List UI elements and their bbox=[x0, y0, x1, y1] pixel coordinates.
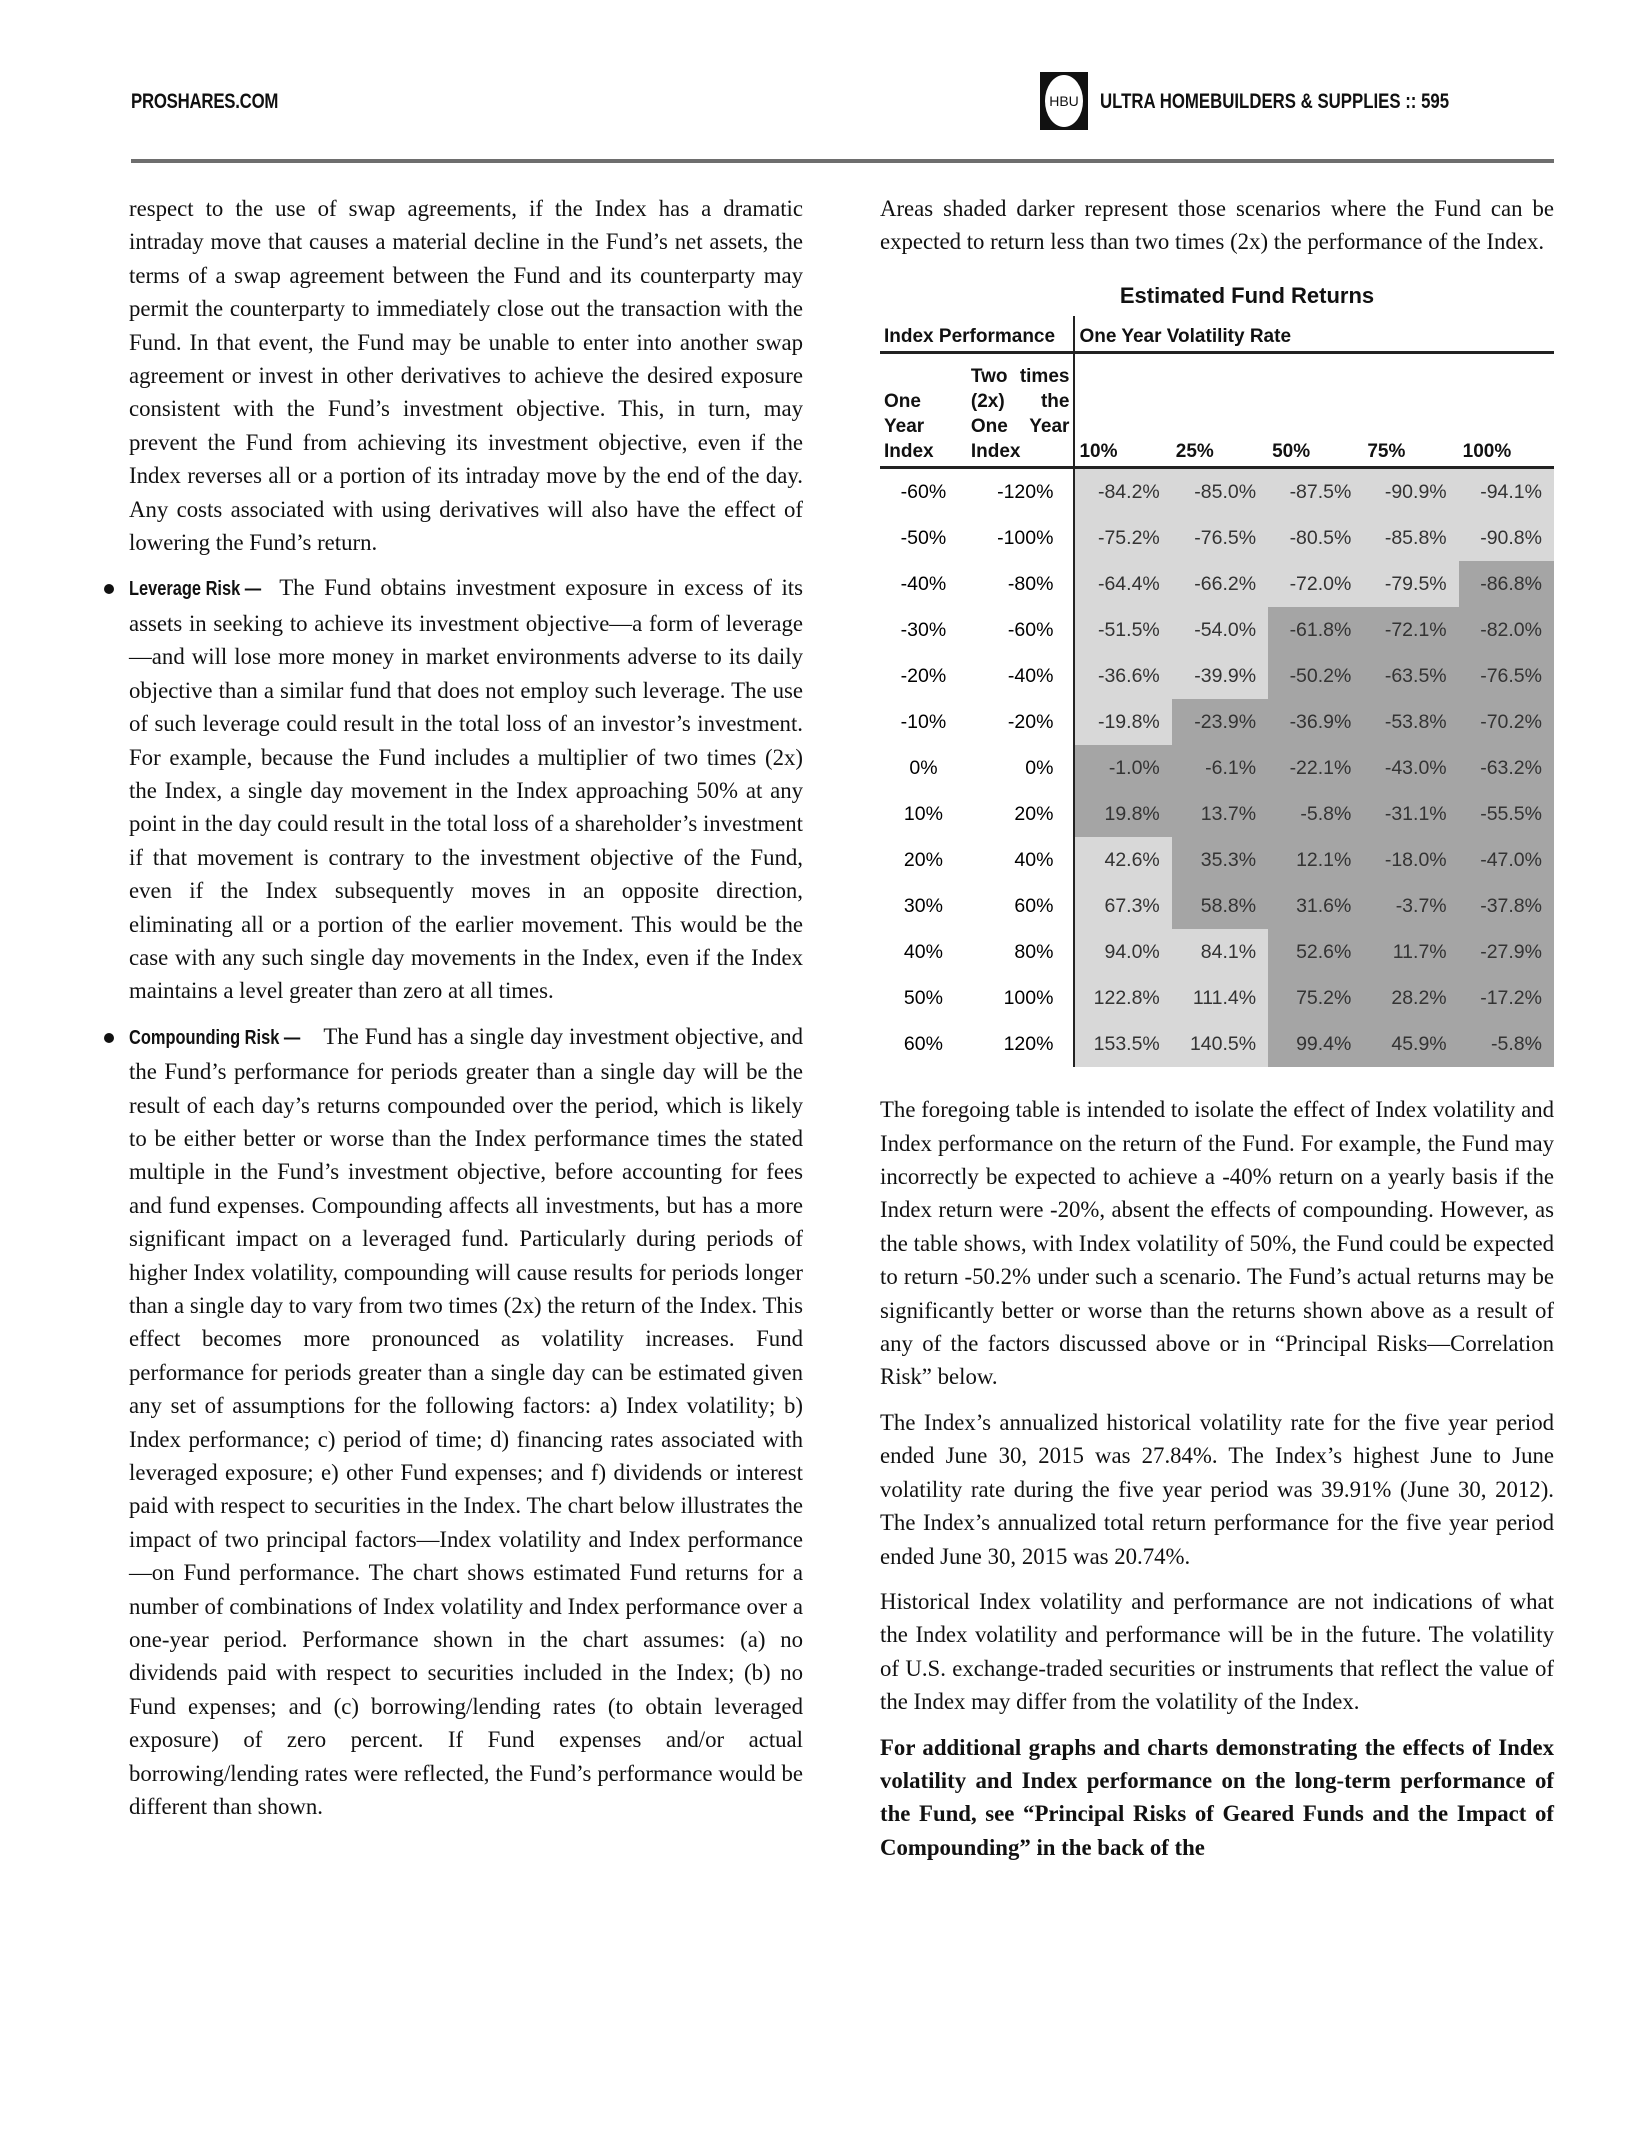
header-volatility-1: 25% bbox=[1172, 353, 1268, 468]
two-times-index-return: -40% bbox=[967, 653, 1075, 699]
index-return: 50% bbox=[903, 986, 943, 1009]
estimated-return-cell: -61.8% bbox=[1268, 607, 1363, 653]
index-return: -50% bbox=[900, 526, 947, 549]
header-two-times-index: Two times (2x) the One Year Index bbox=[967, 353, 1075, 468]
estimated-return-cell: -1.0% bbox=[1074, 745, 1171, 791]
bullet-label: Compounding Risk — bbox=[129, 1026, 301, 1049]
estimated-return-cell: -72.1% bbox=[1363, 607, 1458, 653]
estimated-return-cell: -86.8% bbox=[1459, 561, 1554, 607]
estimated-return-cell: -76.5% bbox=[1459, 653, 1554, 699]
table-title: Estimated Fund Returns bbox=[1119, 282, 1375, 308]
estimated-return-cell: -43.0% bbox=[1363, 745, 1458, 791]
two-times-index-return: 0% bbox=[967, 745, 1075, 791]
table-row bbox=[880, 975, 1554, 1021]
header-volatility-3: 75% bbox=[1363, 353, 1458, 468]
header-volatility-0: 10% bbox=[1074, 353, 1171, 468]
ticker-badge bbox=[1040, 72, 1088, 130]
estimated-return-cell: -90.8% bbox=[1459, 515, 1554, 561]
two-times-index-return: -60% bbox=[967, 607, 1075, 653]
estimated-return-cell: -94.1% bbox=[1459, 468, 1554, 516]
estimated-return-cell: -22.1% bbox=[1268, 745, 1363, 791]
table-row bbox=[880, 561, 1554, 607]
estimated-return-cell: -36.9% bbox=[1268, 699, 1363, 745]
table-row bbox=[880, 515, 1554, 561]
estimated-return-cell: -18.0% bbox=[1363, 837, 1458, 883]
estimated-return-cell: 13.7% bbox=[1172, 791, 1268, 837]
index-return: 0% bbox=[909, 756, 938, 779]
table-row bbox=[880, 1021, 1554, 1067]
estimated-return-cell: -90.9% bbox=[1363, 468, 1458, 516]
estimated-return-cell: -80.5% bbox=[1268, 515, 1363, 561]
estimated-return-cell: 111.4% bbox=[1172, 975, 1268, 1021]
estimated-return-cell: -55.5% bbox=[1459, 791, 1554, 837]
estimated-return-cell: 45.9% bbox=[1363, 1021, 1458, 1067]
estimated-return-cell: -5.8% bbox=[1268, 791, 1363, 837]
two-times-index-return: 100% bbox=[967, 975, 1075, 1021]
estimated-return-cell: -31.1% bbox=[1363, 791, 1458, 837]
paragraph: respect to the use of swap agreements, if the Index has a dramatic intraday move that causes a material decline in the Fund’s net assets, the terms of a swap agreement between the Fund and its counterparty may permit the counterparty to immediately close out the transaction with the Fund. In that event, the Fund may be unable to enter into another swap agreement or invest in other derivatives to achieve the desired exposure consistent with the Fund’s investment objective. This, in turn, may prevent the Fund from achieving its investment objective, even if the Index reverses all or a portion of its intraday move by the end of the day. Any costs associated with using derivatives will also have the effect of lowering the Fund’s return. bbox=[129, 196, 803, 556]
index-return: 30% bbox=[903, 894, 943, 917]
estimated-return-cell: -76.5% bbox=[1172, 515, 1268, 561]
index-return: 10% bbox=[903, 802, 943, 825]
ticker-badge-label: HBU bbox=[1045, 75, 1083, 127]
two-times-index-return: -100% bbox=[967, 515, 1075, 561]
two-times-index-return: 20% bbox=[967, 791, 1075, 837]
estimated-return-cell: 19.8% bbox=[1074, 791, 1171, 837]
header-volatility-2: 50% bbox=[1268, 353, 1363, 468]
index-return: -60% bbox=[900, 480, 947, 503]
bullet-icon bbox=[104, 584, 114, 594]
estimated-return-cell: 75.2% bbox=[1268, 975, 1363, 1021]
estimated-return-cell: -66.2% bbox=[1172, 561, 1268, 607]
estimated-return-cell: -63.5% bbox=[1363, 653, 1458, 699]
paragraph: Historical Index volatility and performance are not indications of what the Index volatility and performance will be in the future. The volatility of U.S. exchange-traded securities or instruments that reflect the value of the Index may differ from the volatility of the Index. bbox=[880, 1588, 1554, 1715]
estimated-return-cell: -5.8% bbox=[1459, 1021, 1554, 1067]
estimated-return-cell: -47.0% bbox=[1459, 837, 1554, 883]
estimated-return-cell: 122.8% bbox=[1074, 975, 1171, 1021]
header-one-year-index: One Year Index bbox=[880, 353, 967, 468]
table-row bbox=[880, 883, 1554, 929]
table-row bbox=[880, 745, 1554, 791]
left-column bbox=[129, 192, 803, 1824]
estimated-return-cell: 28.2% bbox=[1363, 975, 1458, 1021]
estimated-return-cell: -23.9% bbox=[1172, 699, 1268, 745]
estimated-return-cell: -79.5% bbox=[1363, 561, 1458, 607]
table-row bbox=[880, 791, 1554, 837]
estimated-return-cell: -27.9% bbox=[1459, 929, 1554, 975]
estimated-return-cell: 99.4% bbox=[1268, 1021, 1363, 1067]
paragraph: The foregoing table is intended to isolate the effect of Index volatility and Index performance on the return of the Fund. For example, the Fund may incorrectly be expected to achieve a -40% return on a yearly basis if the Index return were -20%, absent the effects of compounding. However, as the table shows, with Index volatility of 50%, the Fund could be expected to return -50.2% under such a scenario. The Fund’s actual returns may be significantly better or worse than the returns shown above as a result of any of the factors discussed above or in “Principal Risks—Correlation Risk” below. bbox=[880, 1097, 1554, 1390]
estimated-return-cell: -72.0% bbox=[1268, 561, 1363, 607]
header-divider bbox=[131, 159, 1554, 163]
bullet-text: The Fund obtains investment exposure in excess of its assets in seeking to achieve its investment objective—a form of leverage—and will lose more money in market environments adverse to its daily objective than a similar fund that does not employ such leverage. The use of such leverage could result in the total loss of an investor’s investment. For example, because the Fund includes a multiplier of two times (2x) the Index, a single day movement in the Index approaching 50% at any point in the day could result in the total loss of a shareholder’s investment if that movement is contrary to the investment objective of the Fund, even if the Index subsequently moves in an opposite direction, eliminating all or a portion of the earlier movement. This would be the case with any such single day movements in the Index, even if the Index maintains a level greater than zero at all times. bbox=[129, 575, 803, 1004]
estimated-return-cell: -64.4% bbox=[1074, 561, 1171, 607]
estimated-return-cell: 12.1% bbox=[1268, 837, 1363, 883]
estimated-return-cell: 84.1% bbox=[1172, 929, 1268, 975]
estimated-return-cell: 94.0% bbox=[1074, 929, 1171, 975]
bullet-compounding-risk bbox=[129, 1020, 803, 1824]
paragraph-bold: For additional graphs and charts demonstrating the effects of Index volatility and Index performance on the long-term performance of the Fund, see “Principal Risks of Geared Funds and the Impact of Compounding” in the back of the bbox=[880, 1734, 1554, 1860]
table-row bbox=[880, 837, 1554, 883]
estimated-return-cell: 31.6% bbox=[1268, 883, 1363, 929]
two-times-index-return: -20% bbox=[967, 699, 1075, 745]
bullet-leverage-risk bbox=[129, 571, 803, 1007]
estimated-return-cell: 67.3% bbox=[1074, 883, 1171, 929]
estimated-return-cell: -17.2% bbox=[1459, 975, 1554, 1021]
table-row bbox=[880, 607, 1554, 653]
estimated-return-cell: -84.2% bbox=[1074, 468, 1171, 516]
estimated-return-cell: -82.0% bbox=[1459, 607, 1554, 653]
estimated-return-cell: -51.5% bbox=[1074, 607, 1171, 653]
estimated-return-cell: -19.8% bbox=[1074, 699, 1171, 745]
estimated-return-cell: 153.5% bbox=[1074, 1021, 1171, 1067]
estimated-return-cell: -36.6% bbox=[1074, 653, 1171, 699]
estimated-return-cell: 140.5% bbox=[1172, 1021, 1268, 1067]
estimated-return-cell: 11.7% bbox=[1363, 929, 1458, 975]
bullet-icon bbox=[104, 1033, 114, 1043]
estimated-return-cell: 42.6% bbox=[1074, 837, 1171, 883]
index-return: -20% bbox=[900, 664, 947, 687]
index-return: 60% bbox=[903, 1032, 943, 1055]
two-times-index-return: 120% bbox=[967, 1021, 1075, 1067]
estimated-return-cell: -85.0% bbox=[1172, 468, 1268, 516]
estimated-return-cell: -39.9% bbox=[1172, 653, 1268, 699]
estimated-return-cell: -3.7% bbox=[1363, 883, 1458, 929]
two-times-index-return: 80% bbox=[967, 929, 1075, 975]
index-return: -30% bbox=[900, 618, 947, 641]
bullet-label: Leverage Risk — bbox=[129, 578, 262, 601]
estimated-return-cell: 35.3% bbox=[1172, 837, 1268, 883]
estimated-return-cell: -75.2% bbox=[1074, 515, 1171, 561]
header-volatility-rate: One Year Volatility Rate bbox=[1074, 316, 1554, 353]
page-title: ULTRA HOMEBUILDERS & SUPPLIES :: 595 bbox=[1100, 90, 1450, 113]
estimated-return-cell: -54.0% bbox=[1172, 607, 1268, 653]
two-times-index-return: 40% bbox=[967, 837, 1075, 883]
estimated-fund-returns-table bbox=[880, 316, 1554, 1067]
estimated-return-cell: -87.5% bbox=[1268, 468, 1363, 516]
two-times-index-return: 60% bbox=[967, 883, 1075, 929]
index-return: 20% bbox=[903, 848, 943, 871]
table-row bbox=[880, 929, 1554, 975]
header-index-performance: Index Performance bbox=[880, 316, 1074, 353]
estimated-return-cell: 58.8% bbox=[1172, 883, 1268, 929]
estimated-return-cell: 52.6% bbox=[1268, 929, 1363, 975]
table-row bbox=[880, 699, 1554, 745]
bullet-text: The Fund has a single day investment objective, and the Fund’s performance for periods greater than a single day will be the result of each day’s returns compounded over the period, which is likely to be either better or worse than the Index performance times the stated multiple in the Fund’s investment objective, before accounting for fees and fund expenses. Compounding affects all investments, but has a more significant impact on a leveraged fund. Particularly during periods of higher Index volatility, compounding will cause results for periods longer than a single day to vary from two times (2x) the return of the Index. This effect becomes more pronounced as volatility increases. Fund performance for periods greater than a single day can be estimated given any set of assumptions for the following factors: a) Index volatility; b) Index performance; c) period of time; d) financing rates associated with leveraged exposure; e) other Fund expenses; and f) dividends or interest paid with respect to securities in the Index. The chart below illustrates the impact of two principal factors—Index volatility and Index performance—on Fund performance. The chart shows estimated Fund returns for a number of combinations of Index volatility and Index performance over a one-year period. Performance shown in the chart assumes: (a) no dividends paid with respect to securities included in the Index; (b) no Fund expenses; and (c) borrowing/lending rates (to obtain leveraged exposure) of zero percent. If Fund expenses and/or actual borrowing/lending rates were reflected, the Fund’s performance would be different than shown. bbox=[129, 1023, 803, 1820]
estimated-return-cell: -50.2% bbox=[1268, 653, 1363, 699]
estimated-return-cell: -37.8% bbox=[1459, 883, 1554, 929]
estimated-return-cell: -63.2% bbox=[1459, 745, 1554, 791]
paragraph: The Index’s annualized historical volatility rate for the five year period ended June 30, 2015 was 27.84%. The Index’s highest June to June volatility rate during the five year period was 39.91% (June 30, 2012). The Index’s annualized total return performance for the five year period ended June 30, 2015 was 20.74%. bbox=[880, 1409, 1554, 1569]
paragraph: Areas shaded darker represent those scenarios where the Fund can be expected to return less than two times (2x) the performance of the Index. bbox=[880, 196, 1554, 255]
table-row bbox=[880, 468, 1554, 516]
right-column bbox=[880, 192, 1554, 1876]
index-return: 40% bbox=[903, 940, 943, 963]
index-return: -40% bbox=[900, 572, 947, 595]
estimated-return-cell: -53.8% bbox=[1363, 699, 1458, 745]
two-times-index-return: -80% bbox=[967, 561, 1075, 607]
site-name: PROSHARES.COM bbox=[131, 90, 279, 113]
table-row bbox=[880, 653, 1554, 699]
two-times-index-return: -120% bbox=[967, 468, 1075, 516]
estimated-return-cell: -70.2% bbox=[1459, 699, 1554, 745]
index-return: -10% bbox=[900, 710, 947, 733]
header-volatility-4: 100% bbox=[1459, 353, 1554, 468]
estimated-return-cell: -85.8% bbox=[1363, 515, 1458, 561]
estimated-return-cell: -6.1% bbox=[1172, 745, 1268, 791]
